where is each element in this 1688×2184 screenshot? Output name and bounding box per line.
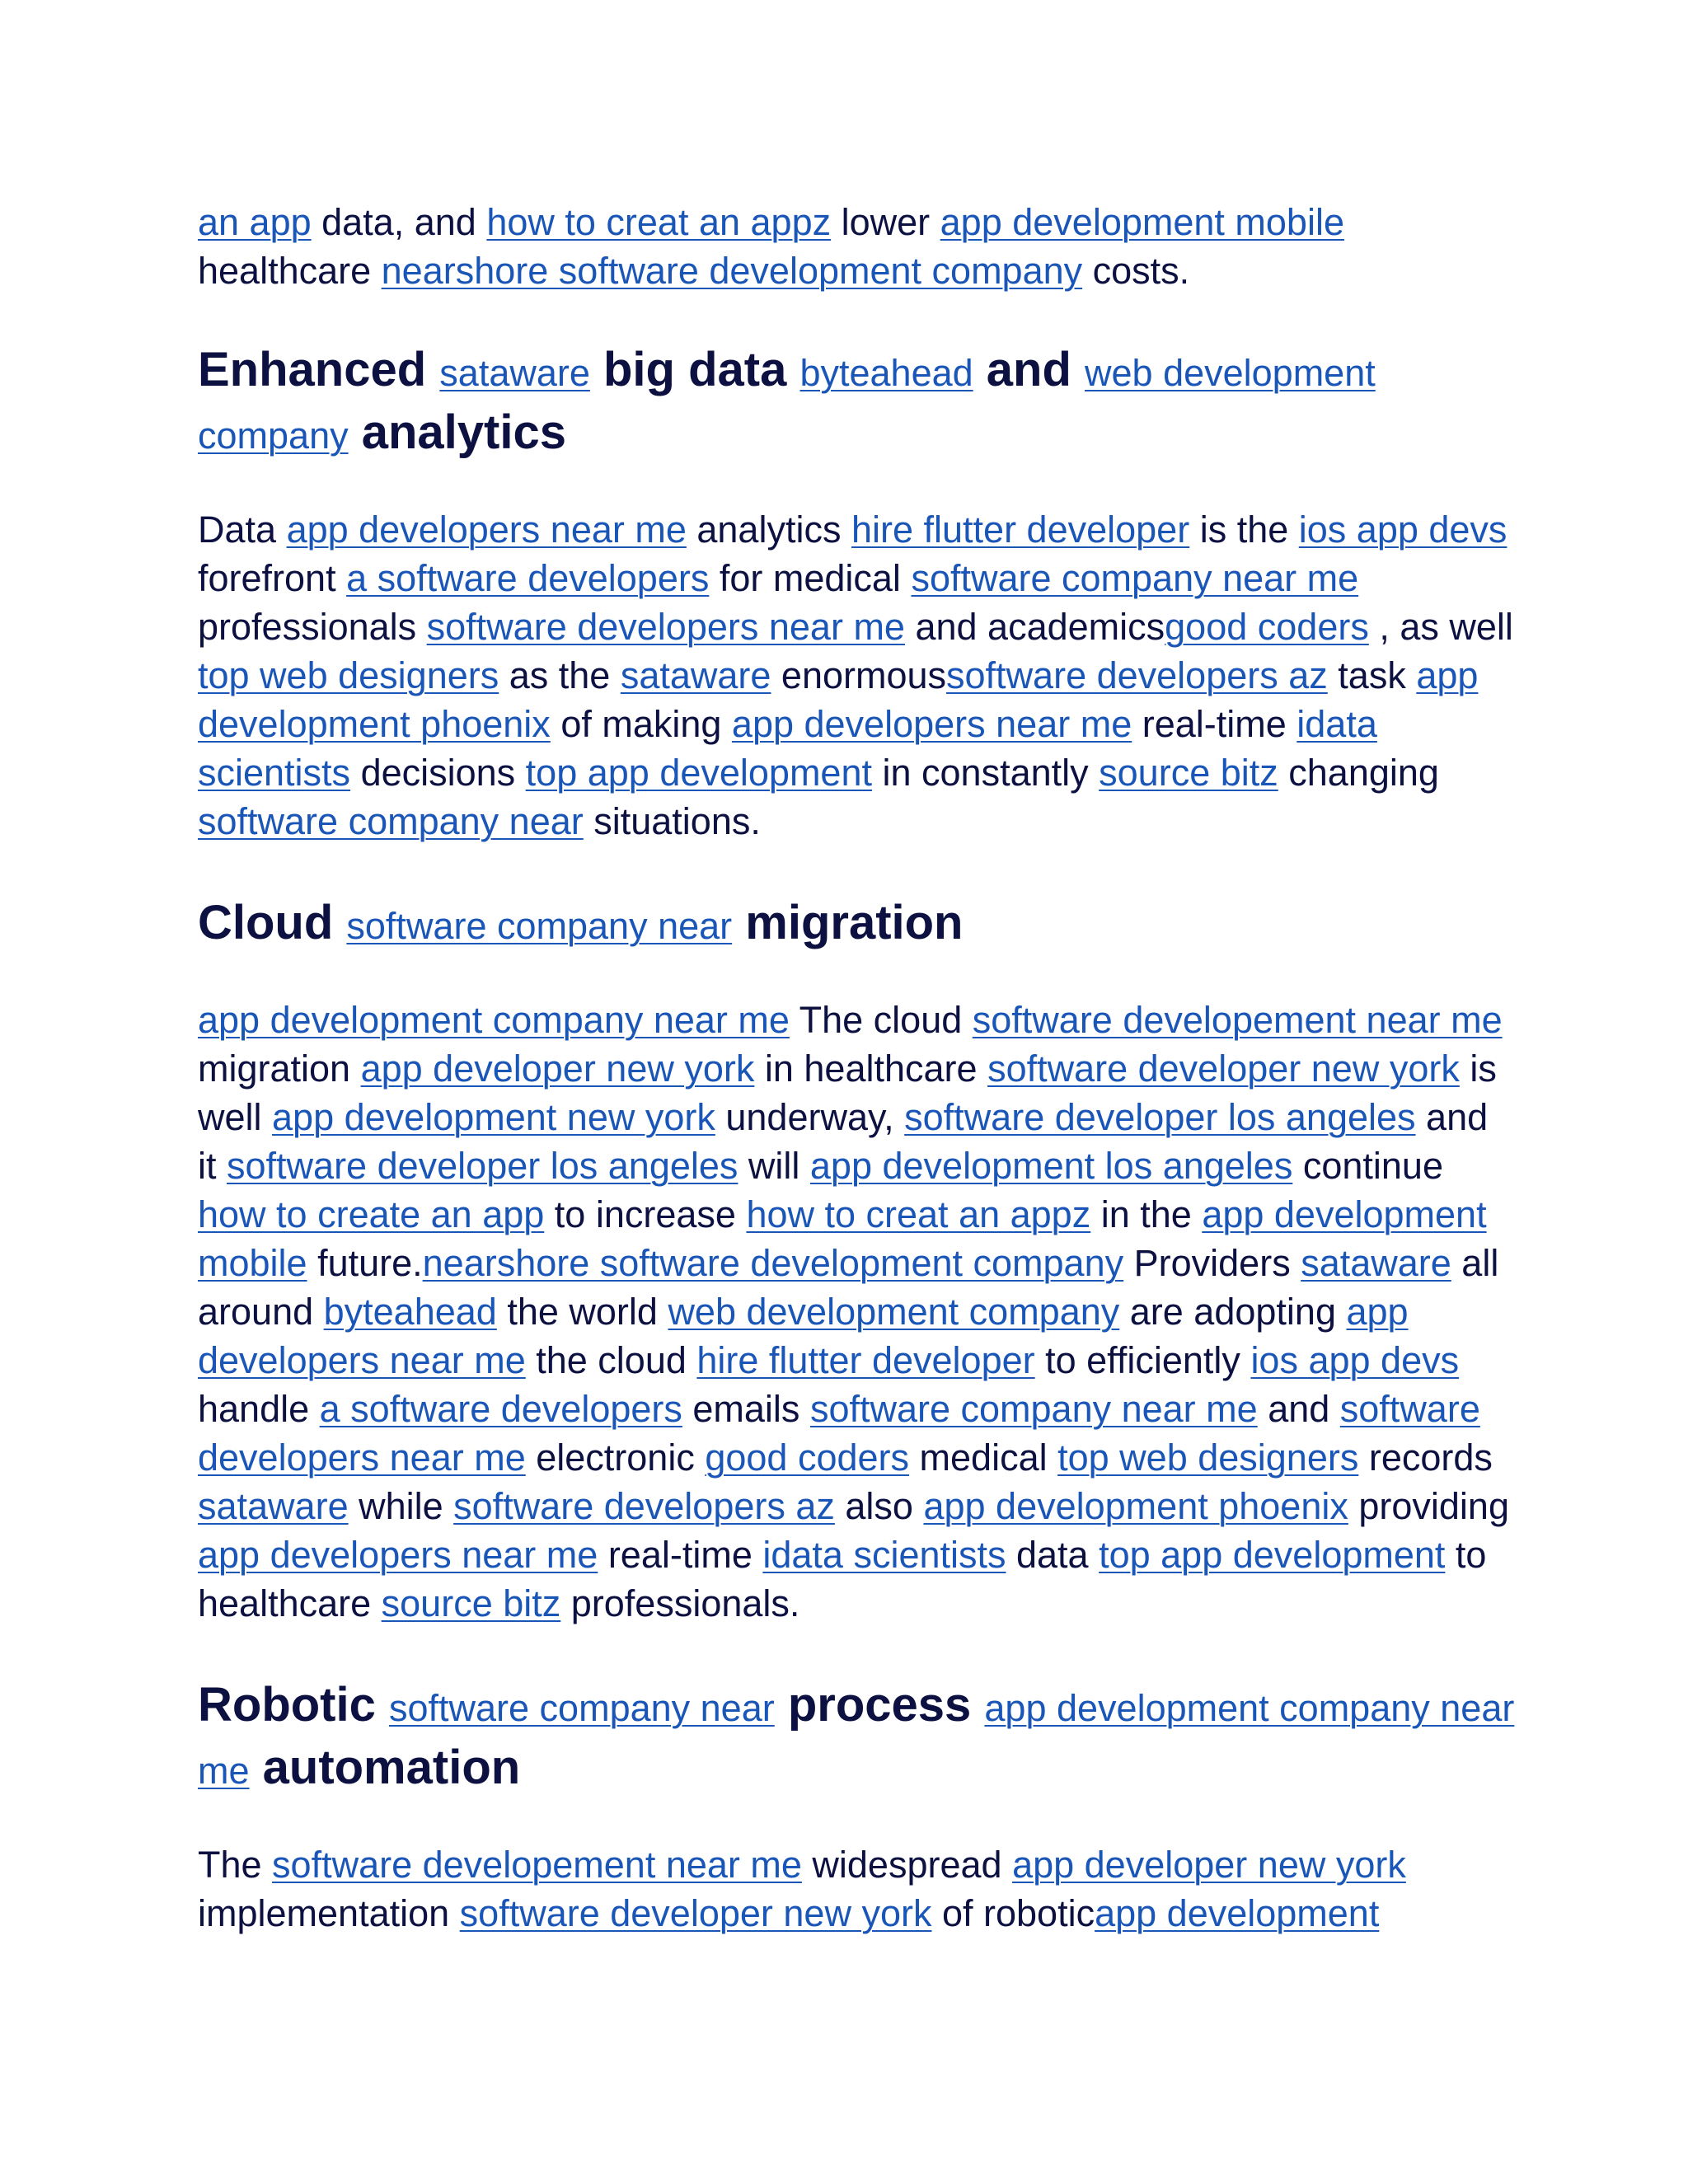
paragraph-cloud-migration [198, 996, 1517, 1628]
inline-link[interactable]: byteahead [799, 352, 973, 394]
inline-link[interactable]: app developer new york [360, 1047, 755, 1090]
heading-enhanced-analytics [198, 340, 1517, 466]
inline-link[interactable]: software developement near me [972, 999, 1503, 1041]
text-run: automation [249, 1741, 521, 1794]
text-run: and it [198, 1096, 1489, 1187]
inline-link[interactable]: software developer new york [459, 1892, 932, 1934]
text-run: for medical [709, 557, 912, 599]
text-run: big data [589, 343, 800, 396]
text-run: will [738, 1145, 810, 1187]
paragraph-costs [198, 198, 1517, 295]
text-run: data [1006, 1534, 1100, 1576]
inline-link[interactable]: sataware [620, 654, 771, 696]
inline-link[interactable]: ios app devs [1298, 509, 1507, 551]
document-page [198, 198, 1517, 1938]
inline-link[interactable]: how to create an app [198, 1193, 545, 1235]
text-run: Enhanced [198, 343, 440, 396]
inline-link[interactable]: a software developers [346, 557, 710, 599]
inline-link[interactable]: top web designers [1057, 1436, 1359, 1479]
text-run: real-time [598, 1534, 763, 1576]
text-run: decisions [350, 752, 526, 794]
text-run: to increase [544, 1193, 747, 1235]
text-run: underway, [715, 1096, 905, 1138]
heading-cloud-migration [198, 893, 1517, 956]
heading-robotic-process-automation [198, 1675, 1517, 1801]
text-run: real-time [1132, 703, 1297, 745]
text-run: medical [909, 1436, 1058, 1479]
inline-link[interactable]: software developers az [946, 654, 1328, 696]
text-run: and academics [904, 606, 1165, 648]
text-run: and [973, 343, 1085, 396]
inline-link[interactable]: idata scientists [198, 703, 1377, 794]
text-run: to efficiently [1034, 1339, 1251, 1381]
inline-link[interactable]: byteahead [323, 1291, 497, 1333]
inline-link[interactable]: hire flutter developer [851, 509, 1190, 551]
text-run: emails [682, 1388, 810, 1430]
text-run: in the [1090, 1193, 1203, 1235]
inline-link[interactable]: an app [198, 201, 312, 243]
text-run: enormous [771, 654, 947, 696]
inline-link[interactable]: app development phoenix [198, 654, 1479, 745]
text-run: is well [198, 1047, 1497, 1138]
inline-link[interactable]: sataware [439, 352, 590, 394]
text-run: task [1327, 654, 1417, 696]
text-run: the world [496, 1291, 668, 1333]
text-run: Cloud [198, 896, 347, 949]
text-run: data, and [311, 201, 487, 243]
inline-link[interactable]: software company near [346, 905, 733, 947]
inline-link[interactable]: top app development [1099, 1534, 1446, 1576]
inline-link[interactable]: app developers near me [198, 1534, 598, 1576]
text-run: to healthcare [198, 1534, 1487, 1624]
inline-link[interactable]: software company near me [911, 557, 1359, 599]
inline-link[interactable]: app developer new york [1012, 1844, 1406, 1886]
inline-link[interactable]: software developer los angeles [904, 1096, 1416, 1138]
text-run: of making [550, 703, 732, 745]
text-run: widespread [801, 1844, 1013, 1886]
inline-link[interactable]: software company near [388, 1687, 775, 1729]
text-run: Data [198, 509, 287, 551]
inline-link[interactable]: idata scientists [762, 1534, 1006, 1576]
inline-link[interactable]: good coders [1165, 606, 1369, 648]
inline-link[interactable]: sataware [198, 1485, 349, 1527]
text-run: in healthcare [754, 1047, 988, 1090]
inline-link[interactable]: sataware [1301, 1242, 1451, 1284]
text-run: as the [499, 654, 621, 696]
text-run: while [348, 1485, 454, 1527]
inline-link[interactable]: app development mobile [198, 1193, 1487, 1284]
inline-link[interactable]: hire flutter developer [696, 1339, 1035, 1381]
inline-link[interactable]: web development company [668, 1291, 1120, 1333]
text-run: the cloud [525, 1339, 697, 1381]
text-run: forefront [198, 557, 347, 599]
text-run: also [834, 1485, 924, 1527]
inline-link[interactable]: top app development [525, 752, 872, 794]
inline-link[interactable]: app developers near me [731, 703, 1132, 745]
inline-link[interactable]: app development phoenix [923, 1485, 1348, 1527]
text-run: continue [1292, 1145, 1443, 1187]
inline-link[interactable]: web development company [198, 352, 1376, 457]
text-run: Providers [1123, 1242, 1301, 1284]
inline-link[interactable]: app development company near me [198, 999, 790, 1041]
text-run: implementation [198, 1892, 460, 1934]
inline-link[interactable]: source bitz [381, 1582, 561, 1624]
inline-link[interactable]: app developers near me [286, 509, 687, 551]
text-run: analytics [686, 509, 851, 551]
inline-link[interactable]: app developers near me [198, 1291, 1409, 1381]
inline-link[interactable]: top web designers [198, 654, 499, 696]
inline-link[interactable]: how to creat an appz [746, 1193, 1091, 1235]
text-run: The cloud [789, 999, 973, 1041]
text-run: in constantly [872, 752, 1100, 794]
inline-link[interactable]: app development mobile [940, 201, 1344, 243]
inline-link[interactable]: nearshore software development company [422, 1242, 1124, 1284]
text-run: records [1358, 1436, 1493, 1479]
text-run: and [1257, 1388, 1340, 1430]
inline-link[interactable]: how to creat an appz [486, 201, 832, 243]
text-run: The [198, 1844, 273, 1886]
inline-link[interactable]: software developer los angeles [227, 1145, 738, 1187]
inline-link[interactable]: software developers near me [426, 606, 905, 648]
text-run: are adopting [1119, 1291, 1347, 1333]
text-run: lower [831, 201, 940, 243]
text-run: handle [198, 1388, 320, 1430]
paragraph-data-analytics [198, 505, 1517, 846]
text-run: professionals. [560, 1582, 800, 1624]
text-run: of robotic [931, 1892, 1095, 1934]
text-run: professionals [198, 606, 427, 648]
inline-link[interactable]: app development new york [272, 1096, 715, 1138]
inline-link[interactable]: app development company near me [198, 1687, 1515, 1792]
text-run: migration [198, 1047, 361, 1090]
inline-link[interactable]: software developers near me [198, 1388, 1480, 1479]
text-run: healthcare [198, 250, 382, 292]
text-run: future. [307, 1242, 423, 1284]
text-run: , as well [1368, 606, 1513, 648]
text-run: costs. [1082, 250, 1190, 292]
text-run: is the [1189, 509, 1299, 551]
inline-link[interactable]: nearshore software development company [381, 250, 1083, 292]
text-run: electronic [525, 1436, 706, 1479]
paragraph-robotic-implementation [198, 1840, 1517, 1938]
text-run: analytics [348, 405, 566, 459]
inline-link[interactable]: software company near me [809, 1388, 1258, 1430]
text-run: changing [1278, 752, 1439, 794]
inline-link[interactable]: good coders [705, 1436, 910, 1479]
text-run: Robotic [198, 1678, 389, 1732]
inline-link[interactable]: software company near [198, 800, 584, 842]
inline-link[interactable]: a software developers [319, 1388, 682, 1430]
inline-link[interactable]: app development [1095, 1892, 1380, 1934]
inline-link[interactable]: source bitz [1099, 752, 1278, 794]
text-run: migration [732, 896, 964, 949]
inline-link[interactable]: software developers az [453, 1485, 835, 1527]
text-run: all around [198, 1242, 1499, 1333]
inline-link[interactable]: app development los angeles [809, 1145, 1293, 1187]
inline-link[interactable]: software developement near me [272, 1844, 802, 1886]
text-run: situations. [583, 800, 761, 842]
inline-link[interactable]: software developer new york [987, 1047, 1460, 1090]
inline-link[interactable]: ios app devs [1250, 1339, 1460, 1381]
text-run: process [774, 1678, 985, 1732]
text-run: providing [1348, 1485, 1509, 1527]
